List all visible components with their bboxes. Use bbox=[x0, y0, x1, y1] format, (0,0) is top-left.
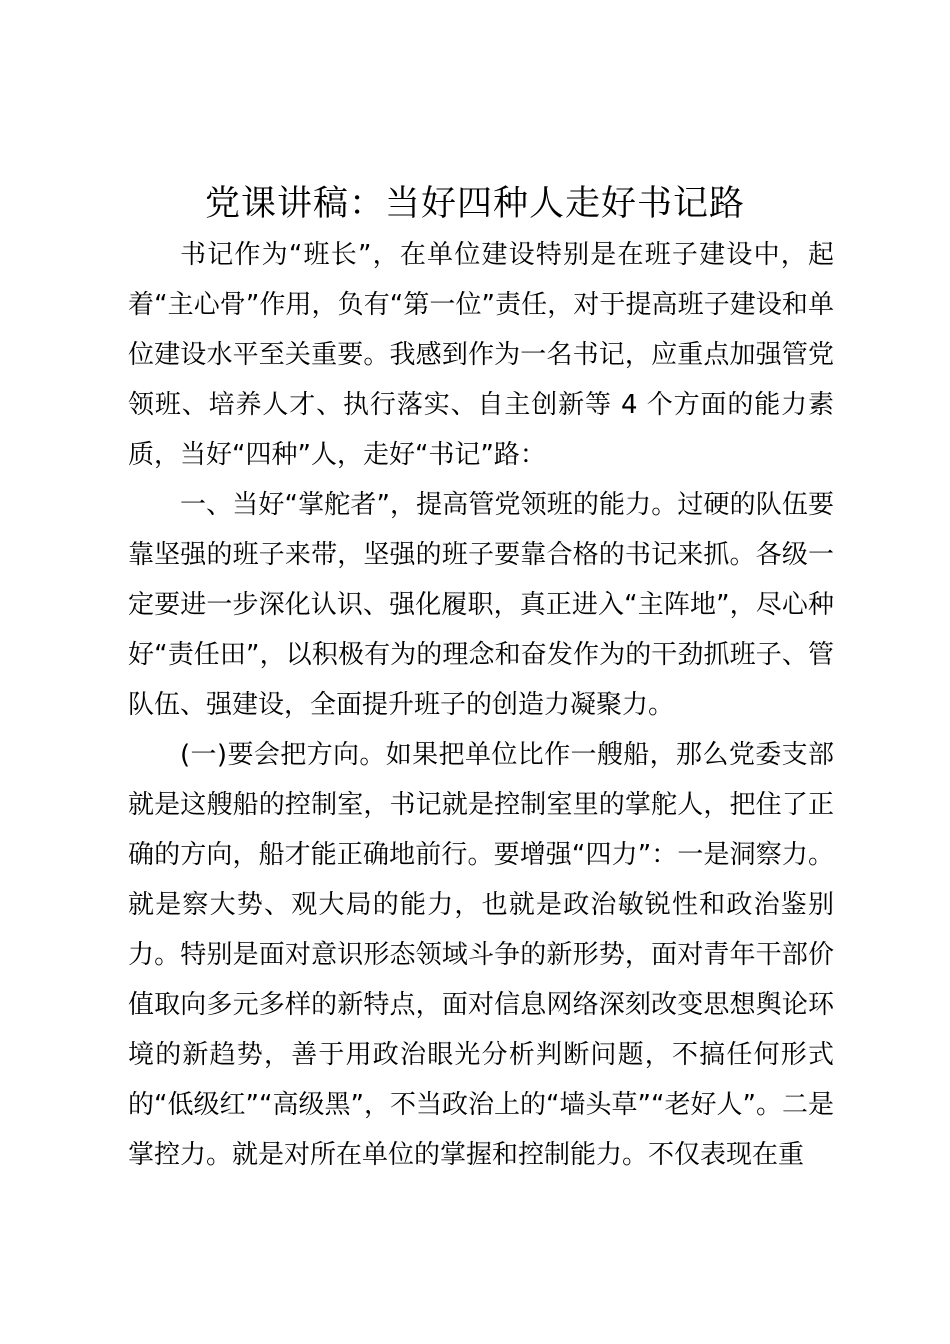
document-body bbox=[128, 230, 834, 1180]
paragraph-subsection-one: (一)要会把方向。如果把单位比作一艘船，那么党委支部就是这艘船的控制室，书记就是控制室里的掌舵人，把住了正确的方向，船才能正确地前行。要增强“四力”：一是洞察力。就是察大势、观大局的能力，也就是政治敏锐性和政治鉴别力。特别是面对意识形态领域斗争的新形势，面对青年干部价值取向多元多样的新特点，面对信息网络深刻改变思想舆论环境的新趋势，善于用政治眼光分析判断问题，不搞任何形式的“低级红”“高级黑”，不当政治上的“墙头草”“老好人”。二是掌控力。就是对所在单位的掌握和控制能力。不仅表现在重 bbox=[128, 740, 834, 1170]
paragraph-section-one: 一、当好“掌舵者”，提高管党领班的能力。过硬的队伍要靠坚强的班子来带，坚强的班子要靠合格的书记来抓。各级一定要进一步深化认识、强化履职，真正进入“主阵地”，尽心种好“责任田”，以积极有为的理念和奋发作为的干劲抓班子、管队伍、强建设，全面提升班子的创造力凝聚力。 bbox=[128, 490, 834, 720]
paragraph-intro: 书记作为“班长”，在单位建设特别是在班子建设中，起着“主心骨”作用，负有“第一位”责任，对于提高班子建设和单位建设水平至关重要。我感到作为一名书记，应重点加强管党领班、培养人才、执行落实、自主创新等 4 个方面的能力素质，当好“四种”人，走好“书记”路： bbox=[128, 240, 834, 470]
document-title: 党课讲稿：当好四种人走好书记路 bbox=[204, 184, 745, 224]
